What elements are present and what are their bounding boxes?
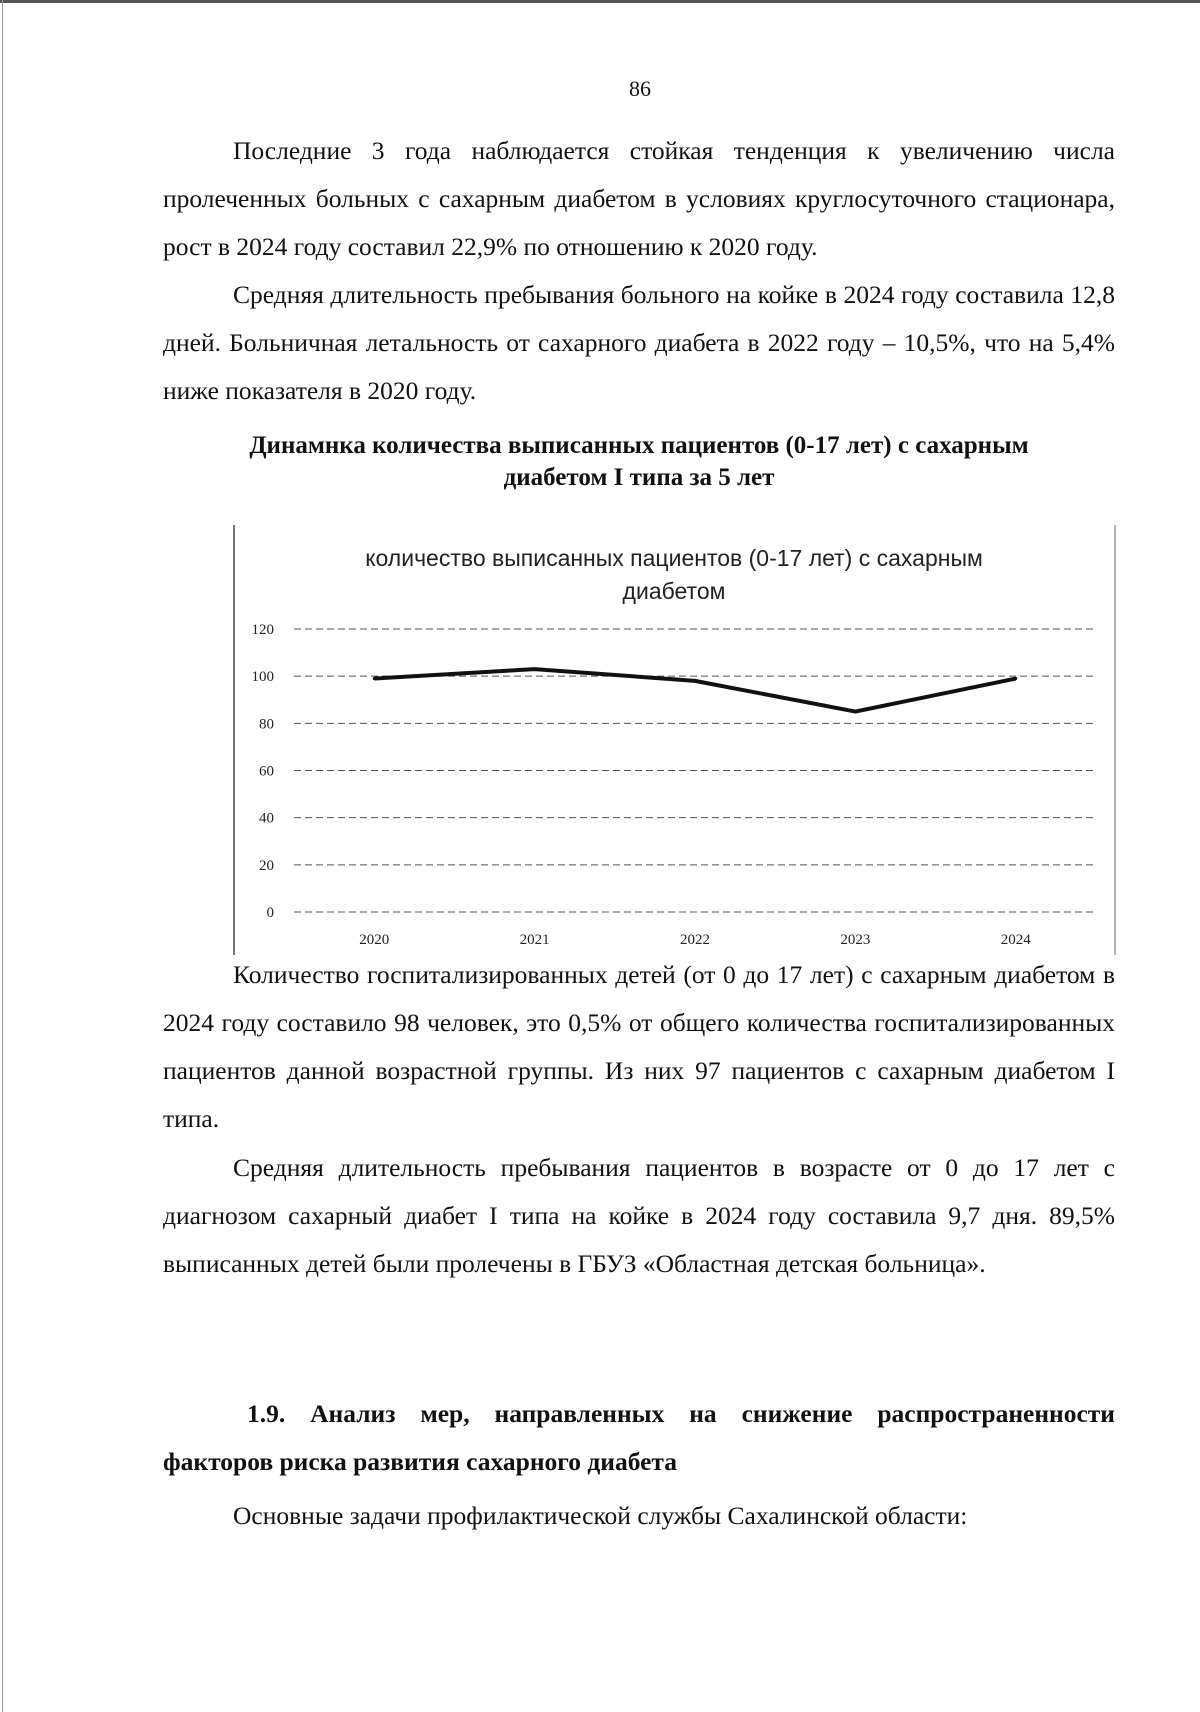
data-point-2024 (1014, 677, 1017, 680)
x-tick-label: 2023 (840, 932, 871, 948)
chart-gridlines (294, 629, 1096, 912)
figure-heading (163, 430, 1115, 494)
x-tick-label: 2020 (359, 932, 390, 948)
series-line (374, 669, 1016, 711)
page-top-rule (0, 0, 1200, 3)
x-tick-label: 2024 (1000, 932, 1031, 948)
y-axis-ticks (252, 622, 275, 921)
paragraph-1: Последние 3 года наблюдается стойкая тенденция к увеличению числа пролеченных больных с сахарным диабетом в условиях круглосуточного стационара, рост в 2024 году составил 22,9% по отношению к 2020 году. (163, 136, 1115, 261)
y-tick-label: 60 (259, 763, 274, 780)
chart-title-line-2: диабетом (622, 578, 726, 604)
x-axis-ticks (359, 932, 1031, 948)
data-point-2020 (373, 677, 376, 680)
y-tick-label: 80 (259, 716, 274, 733)
data-point-2022 (694, 679, 697, 682)
data-point-2021 (533, 668, 536, 671)
x-tick-label: 2021 (519, 932, 550, 948)
y-tick-label: 20 (259, 857, 274, 874)
section-heading: 1.9. Анализ мер, направленных на снижение распространенности факторов риска развития сахарного диабета (163, 1399, 1115, 1476)
paragraph-5: Основные задачи профилактической службы Сахалинской области: (233, 1501, 968, 1530)
page-left-edge (2, 0, 3, 1712)
y-tick-label: 40 (259, 810, 274, 827)
x-tick-label: 2022 (680, 932, 710, 948)
figure-heading-line-1: Динамнка количества выписанных пациентов (0-17 лет) с сахарным (249, 432, 1029, 459)
chart-canvas (232, 525, 1116, 955)
line-chart (232, 525, 1116, 955)
paragraph-4: Средняя длительность пребывания пациентов в возрасте от 0 до 17 лет с диагнозом сахарный диабет I типа на койке в 2024 году составила 9,7 дня. 89,5% выписанных детей были пролечены в ГБУЗ «Областная детская больница». (163, 1153, 1115, 1278)
data-point-2023 (854, 710, 857, 713)
figure-heading-line-2: диабетом I типа за 5 лет (503, 464, 775, 491)
chart-series (373, 668, 1018, 713)
page-number: 86 (629, 76, 651, 101)
y-tick-label: 100 (251, 669, 274, 686)
y-tick-label: 120 (251, 622, 274, 638)
chart-title-line-1: количество выписанных пациентов (0-17 лет) с сахарным (365, 545, 983, 571)
paragraph-3: Количество госпитализированных детей (от 0 до 17 лет) с сахарным диабетом в 2024 году составило 98 человек, это 0,5% от общего количества госпитализированных пациентов данной возрастной группы. Из них 97 пациентов с сахарным диабетом I типа. (163, 960, 1115, 1133)
y-tick-label: 0 (266, 905, 274, 921)
paragraph-2: Средняя длительность пребывания больного на койке в 2024 году составила 12,8 дней. Больничная летальность от сахарного диабета в 2022 году – 10,5%, что на 5,4% ниже показателя в 2020 году. (163, 280, 1115, 405)
